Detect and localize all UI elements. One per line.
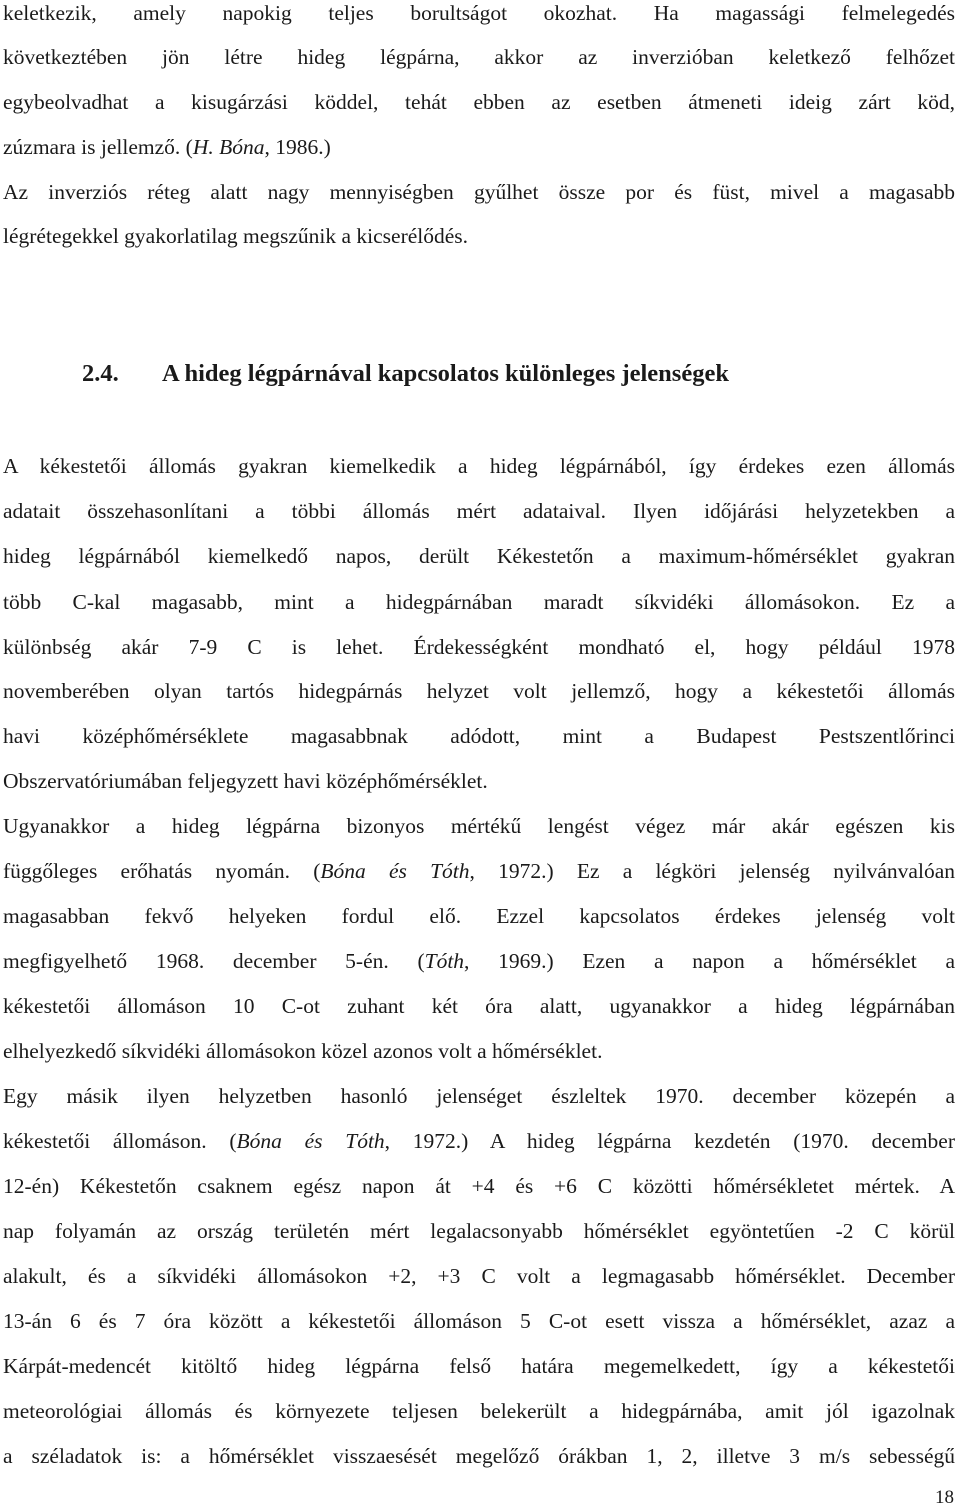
text-line: Ugyanakkor a hideg légpárna bizonyos mértékű lengést végez már akár egészen kis (3, 814, 955, 838)
text-line: következtében jön létre hideg légpárna, akkor az inverzióban keletkező felhőzet (3, 45, 955, 69)
section-title: A hideg légpárnával kapcsolatos különleges jelenségek (162, 360, 729, 387)
text-line: meteorológiai állomás és környezete teljesen belekerült a hidegpárnába, amit jól igazolnak (3, 1399, 955, 1423)
text-line: egybeolvadhat a kisugárzási köddel, tehát ebben az esetben átmeneti ideig zárt köd, (3, 90, 955, 114)
text-line: több C-kal magasabb, mint a hidegpárnában maradt síkvidéki állomásokon. Ez a (3, 590, 955, 614)
text-line: A kékestetői állomás gyakran kiemelkedik a hideg légpárnából, így érdekes ezen állomás (3, 454, 955, 478)
citation-author: Bóna és Tóth (236, 1129, 385, 1153)
text-line: 13-án 6 és 7 óra között a kékestetői állomáson 5 C-ot esett vissza a hőmérséklet, azaz a (3, 1309, 955, 1333)
text-line: Obszervatóriumában feljegyzett havi középhőmérséklet. (3, 769, 488, 793)
text-line: Kárpát-medencét kitöltő hideg légpárna felső határa megemelkedett, így a kékestetői (3, 1354, 955, 1378)
text-line: megfigyelhető 1968. december 5-én. (Tóth, 1969.) Ezen a napon a hőmérséklet a (3, 949, 955, 973)
text-line: alakult, és a síkvidéki állomásokon +2, +3 C volt a legmagasabb hőmérséklet. December (3, 1264, 955, 1288)
text-line: elhelyezkedő síkvidéki állomásokon közel azonos volt a hőmérséklet. (3, 1039, 603, 1063)
text-line: Egy másik ilyen helyzetben hasonló jelenséget észleltek 1970. december közepén a (3, 1084, 955, 1108)
text-line: havi középhőmérséklete magasabbnak adódott, mint a Budapest Pestszentlőrinci (3, 724, 955, 748)
text-line: kékestetői állomáson 10 C-ot zuhant két óra alatt, ugyanakkor a hideg légpárnában (3, 994, 955, 1018)
page-number: 18 (935, 1487, 954, 1508)
section-number: 2.4. (82, 360, 119, 387)
text-line: novemberében olyan tartós hidegpárnás helyzet volt jellemző, hogy a kékestetői állomás (3, 679, 955, 703)
text-line: légrétegekkel gyakorlatilag megszűnik a kicserélődés. (3, 224, 469, 248)
section-heading (82, 358, 729, 390)
text-line: hideg légpárnából kiemelkedő napos, derült Kékestetőn a maximum-hőmérséklet gyakran (3, 544, 955, 568)
text-line: Az inverziós réteg alatt nagy mennyiségben gyűlhet össze por és füst, mivel a magasabb (3, 180, 955, 204)
text-line: keletkezik, amely napokig teljes borultságot okozhat. Ha magassági felmelegedés (3, 1, 955, 25)
citation-author: Bóna és Tóth (320, 859, 470, 883)
text-line: adatait összehasonlítani a többi állomás mért adataival. Ilyen időjárási helyzetekben a (3, 499, 955, 523)
text-line: különbség akár 7-9 C is lehet. Érdekességként mondható el, hogy például 1978 (3, 635, 955, 659)
citation-author: Tóth (424, 949, 465, 973)
text-line: a széladatok is: a hőmérséklet visszaesését megelőző órákban 1, 2, illetve 3 m/s sebességű (3, 1444, 955, 1468)
text-line: 12-én) Kékestetőn csaknem egész napon át +4 és +6 C közötti hőmérsékletet mértek. A (3, 1174, 955, 1198)
text-line: zúzmara is jellemző. (H. Bóna, 1986.) (3, 135, 331, 159)
text-line: kékestetői állomáson. (Bóna és Tóth, 1972.) A hideg légpárna kezdetén (1970. december (3, 1129, 955, 1153)
text-line: magasabban fekvő helyeken fordul elő. Ezzel kapcsolatos érdekes jelenség volt (3, 904, 955, 928)
text-line: függőleges erőhatás nyomán. (Bóna és Tóth, 1972.) Ez a légköri jelenség nyilvánvalóan (3, 859, 955, 883)
text-line: nap folyamán az ország területén mért legalacsonyabb hőmérséklet egyöntetűen -2 C körül (3, 1219, 955, 1243)
citation-author: H. Bóna (192, 135, 265, 159)
